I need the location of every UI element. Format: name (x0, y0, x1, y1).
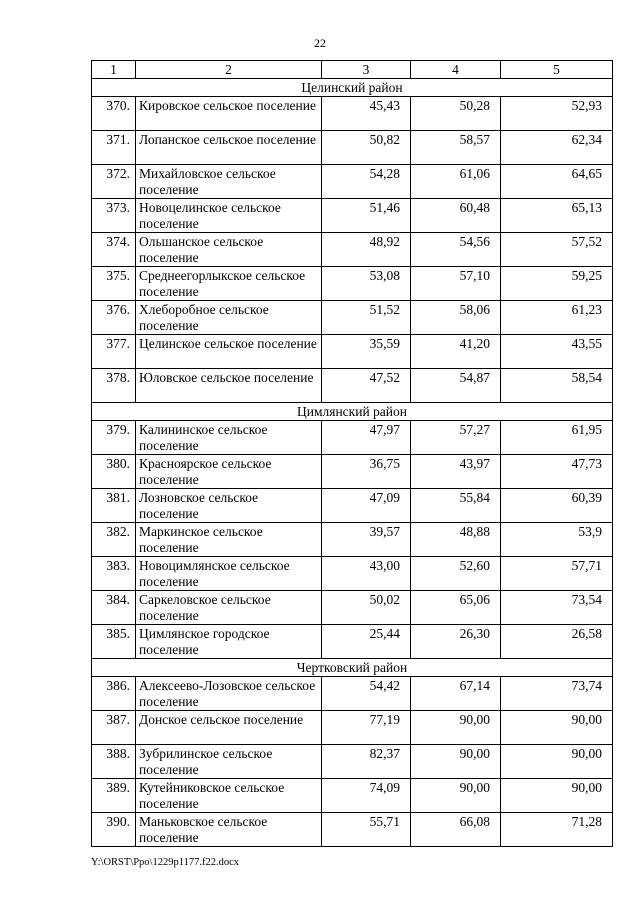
value-col-4: 57,10 (411, 267, 501, 301)
table-row (92, 591, 613, 625)
row-number: 382. (92, 523, 136, 557)
row-number: 371. (92, 131, 136, 165)
value-col-4: 54,56 (411, 233, 501, 267)
value-col-3: 74,09 (322, 779, 411, 813)
settlement-name: Ольшанское сельское поселение (136, 233, 322, 267)
settlement-name: Маньковское сельское поселение (136, 813, 322, 847)
header-cell: 2 (136, 61, 322, 79)
row-number: 370. (92, 97, 136, 131)
page-number: 22 (314, 36, 326, 50)
value-col-3: 82,37 (322, 745, 411, 779)
value-col-5: 53,9 (501, 523, 613, 557)
value-col-5: 43,55 (501, 335, 613, 369)
value-col-5: 58,54 (501, 369, 613, 403)
value-col-4: 52,60 (411, 557, 501, 591)
row-number: 381. (92, 489, 136, 523)
value-col-4: 65,06 (411, 591, 501, 625)
value-col-3: 51,46 (322, 199, 411, 233)
file-path-footer: Y:\ORST\Ppo\1229p1177.f22.docx (91, 857, 239, 868)
table-row (92, 131, 613, 165)
value-col-3: 43,00 (322, 557, 411, 591)
value-col-5: 73,74 (501, 677, 613, 711)
table-row (92, 557, 613, 591)
table-row (92, 233, 613, 267)
settlement-name: Михайловское сельское поселение (136, 165, 322, 199)
settlement-name: Юловское сельское поселение (136, 369, 322, 403)
value-col-5: 65,13 (501, 199, 613, 233)
data-table (91, 60, 613, 847)
section-title: Целинский район (92, 79, 613, 97)
header-cell: 4 (411, 61, 501, 79)
table-row (92, 267, 613, 301)
value-col-3: 50,02 (322, 591, 411, 625)
value-col-4: 54,87 (411, 369, 501, 403)
settlement-name: Цимлянское городское поселение (136, 625, 322, 659)
value-col-4: 67,14 (411, 677, 501, 711)
table-row (92, 677, 613, 711)
table-row (92, 711, 613, 745)
value-col-4: 66,08 (411, 813, 501, 847)
value-col-3: 47,52 (322, 369, 411, 403)
settlement-name: Маркинское сельское поселение (136, 523, 322, 557)
row-number: 373. (92, 199, 136, 233)
section-title: Цимлянский район (92, 403, 613, 421)
row-number: 384. (92, 591, 136, 625)
value-col-5: 90,00 (501, 745, 613, 779)
value-col-4: 90,00 (411, 745, 501, 779)
table-row (92, 813, 613, 847)
row-number: 390. (92, 813, 136, 847)
value-col-5: 26,58 (501, 625, 613, 659)
value-col-5: 90,00 (501, 779, 613, 813)
settlement-name: Лозновское сельское поселение (136, 489, 322, 523)
settlement-name: Новоцимлянское сельское поселение (136, 557, 322, 591)
settlement-name: Целинское сельское поселение (136, 335, 322, 369)
table-row (92, 745, 613, 779)
table-row (92, 335, 613, 369)
value-col-3: 35,59 (322, 335, 411, 369)
row-number: 386. (92, 677, 136, 711)
settlement-name: Хлеборобное сельское поселение (136, 301, 322, 335)
value-col-4: 58,06 (411, 301, 501, 335)
settlement-name: Кировское сельское поселение (136, 97, 322, 131)
value-col-5: 62,34 (501, 131, 613, 165)
value-col-3: 47,09 (322, 489, 411, 523)
settlement-name: Среднеегорлыкское сельское поселение (136, 267, 322, 301)
settlement-name: Калининское сельское поселение (136, 421, 322, 455)
row-number: 378. (92, 369, 136, 403)
row-number: 387. (92, 711, 136, 745)
value-col-3: 36,75 (322, 455, 411, 489)
value-col-3: 55,71 (322, 813, 411, 847)
value-col-5: 60,39 (501, 489, 613, 523)
table-row (92, 165, 613, 199)
value-col-5: 61,23 (501, 301, 613, 335)
value-col-3: 50,82 (322, 131, 411, 165)
settlement-name: Лопанское сельское поселение (136, 131, 322, 165)
table-row (92, 421, 613, 455)
row-number: 372. (92, 165, 136, 199)
row-number: 376. (92, 301, 136, 335)
row-number: 388. (92, 745, 136, 779)
table-header-row (92, 61, 613, 79)
section-header-row (92, 403, 613, 421)
header-cell: 5 (501, 61, 613, 79)
value-col-4: 50,28 (411, 97, 501, 131)
table-row (92, 199, 613, 233)
row-number: 380. (92, 455, 136, 489)
value-col-3: 54,28 (322, 165, 411, 199)
value-col-4: 55,84 (411, 489, 501, 523)
row-number: 374. (92, 233, 136, 267)
value-col-4: 90,00 (411, 711, 501, 745)
row-number: 383. (92, 557, 136, 591)
value-col-3: 54,42 (322, 677, 411, 711)
value-col-5: 71,28 (501, 813, 613, 847)
header-cell: 3 (322, 61, 411, 79)
settlement-name: Красноярское сельское поселение (136, 455, 322, 489)
value-col-3: 45,43 (322, 97, 411, 131)
value-col-5: 90,00 (501, 711, 613, 745)
value-col-5: 64,65 (501, 165, 613, 199)
row-number: 389. (92, 779, 136, 813)
value-col-3: 48,92 (322, 233, 411, 267)
row-number: 385. (92, 625, 136, 659)
value-col-3: 25,44 (322, 625, 411, 659)
value-col-4: 57,27 (411, 421, 501, 455)
table-row (92, 625, 613, 659)
value-col-4: 61,06 (411, 165, 501, 199)
table-row (92, 489, 613, 523)
value-col-4: 26,30 (411, 625, 501, 659)
value-col-4: 90,00 (411, 779, 501, 813)
settlement-name: Зубрилинское сельское поселение (136, 745, 322, 779)
table-row (92, 523, 613, 557)
table-row (92, 369, 613, 403)
row-number: 379. (92, 421, 136, 455)
value-col-4: 43,97 (411, 455, 501, 489)
value-col-3: 39,57 (322, 523, 411, 557)
settlement-name: Донское сельское поселение (136, 711, 322, 745)
table-row (92, 779, 613, 813)
value-col-3: 51,52 (322, 301, 411, 335)
settlement-name: Саркеловское сельское поселение (136, 591, 322, 625)
value-col-4: 48,88 (411, 523, 501, 557)
value-col-3: 53,08 (322, 267, 411, 301)
value-col-4: 60,48 (411, 199, 501, 233)
section-header-row (92, 659, 613, 677)
row-number: 377. (92, 335, 136, 369)
settlement-name: Кутейниковское сельское поселение (136, 779, 322, 813)
row-number: 375. (92, 267, 136, 301)
value-col-5: 57,52 (501, 233, 613, 267)
value-col-5: 47,73 (501, 455, 613, 489)
section-title: Чертковский район (92, 659, 613, 677)
settlement-name: Алексеево-Лозовское сельское поселение (136, 677, 322, 711)
value-col-5: 73,54 (501, 591, 613, 625)
header-cell: 1 (92, 61, 136, 79)
section-header-row (92, 79, 613, 97)
table-row (92, 301, 613, 335)
table-row (92, 455, 613, 489)
table-row (92, 97, 613, 131)
value-col-5: 61,95 (501, 421, 613, 455)
value-col-5: 52,93 (501, 97, 613, 131)
value-col-4: 58,57 (411, 131, 501, 165)
value-col-5: 59,25 (501, 267, 613, 301)
value-col-5: 57,71 (501, 557, 613, 591)
value-col-3: 47,97 (322, 421, 411, 455)
settlement-name: Новоцелинское сельское поселение (136, 199, 322, 233)
value-col-4: 41,20 (411, 335, 501, 369)
value-col-3: 77,19 (322, 711, 411, 745)
